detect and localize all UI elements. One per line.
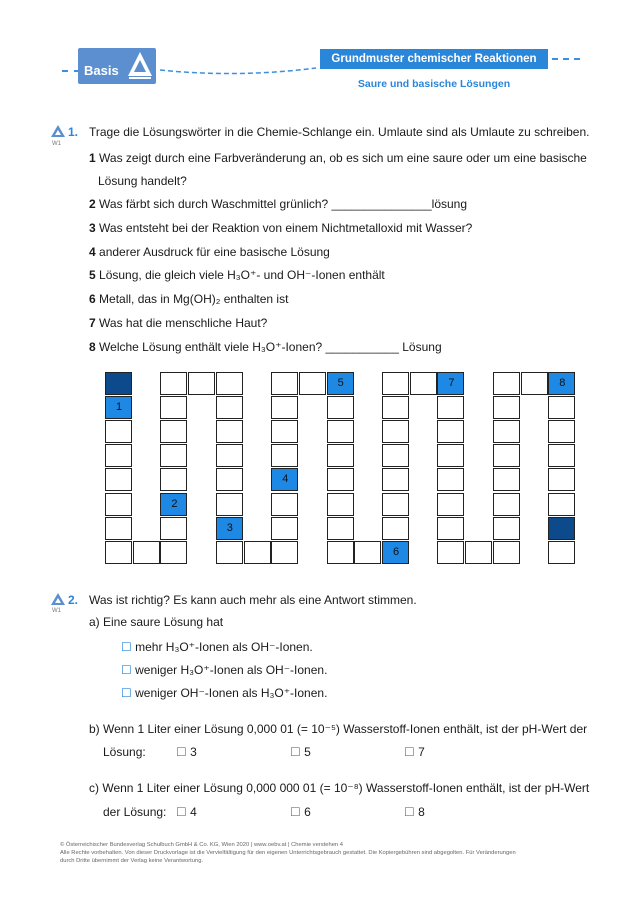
option-label: 8 [418,805,425,819]
question-b-lead: Lösung: [103,745,146,759]
grid-cell[interactable] [382,396,409,419]
checkbox-icon[interactable]: ☐ [404,745,415,759]
grid-cell[interactable] [105,493,132,516]
option-a-2[interactable] [121,663,327,677]
competence-label: W1 [52,141,61,147]
grid-cell-number: 7 [448,377,455,389]
grid-cell[interactable] [105,420,132,443]
question-text: Lösung, die gleich viele H₃O⁺- und OH⁻-Ionen enthält [99,268,385,282]
grid-cell[interactable] [548,444,575,467]
grid-cell[interactable] [382,372,409,395]
question-b: b) Wenn 1 Liter einer Lösung 0,000 01 (= 10⁻⁵) Wasserstoff-Ionen enthält, ist der pH-Wert der [89,722,588,736]
task-1-question [89,292,288,306]
competence-triangle-icon [50,592,66,606]
grid-cell[interactable] [327,396,354,419]
option-c-3[interactable] [404,805,425,819]
task-1-question [89,340,442,354]
triangle-logo-icon [126,50,154,80]
footer-line-2: Alle Rechte vorbehalten. Von dieser Druckvorlage ist die Vervielfältigung für den eigenen Unterrichtsgebrauch gestattet. Die Kopiergebühren sind abgegolten. Für Veränderungen [60,850,516,856]
grid-cell-numbered[interactable] [382,541,409,564]
task-1-number: 1. [68,125,79,139]
competence-triangle-icon [50,124,66,138]
grid-cell[interactable] [548,396,575,419]
grid-cell[interactable] [216,372,243,395]
question-text: anderer Ausdruck für eine basische Lösung [99,245,330,259]
question-number: 4 [89,245,96,259]
option-label: weniger H₃O⁺-Ionen als OH⁻-Ionen. [135,663,328,677]
header-dashes-right [552,58,580,60]
grid-cell[interactable] [548,541,575,564]
checkbox-icon[interactable]: ☐ [290,745,301,759]
option-c-2[interactable] [290,805,311,819]
grid-cell[interactable] [493,420,520,443]
grid-cell[interactable] [160,444,187,467]
grid-cell-number: 4 [282,473,289,486]
question-text: Was entsteht bei der Reaktion von einem Nichtmetalloxid mit Wasser? [99,221,473,235]
grid-cell[interactable] [160,468,187,491]
option-label: 3 [190,745,197,759]
grid-cell[interactable] [465,541,492,564]
grid-cell[interactable] [327,493,354,516]
grid-cell-numbered[interactable] [160,493,187,516]
option-label: 7 [418,745,425,759]
footer [60,841,580,865]
grid-cell[interactable] [105,541,132,564]
option-a-3[interactable] [121,686,327,700]
grid-cell[interactable] [493,517,520,540]
grid-cell[interactable] [382,468,409,491]
grid-cell[interactable] [216,541,243,564]
grid-cell[interactable] [354,541,381,564]
header-dashes-middle [158,66,318,78]
subtopic-title: Saure und basische Lösungen [357,78,511,90]
task-2-number: 2. [68,593,79,607]
grid-cell[interactable] [105,468,132,491]
grid-cell[interactable] [493,493,520,516]
grid-cell[interactable] [493,444,520,467]
grid-cell[interactable] [160,396,187,419]
grid-cell[interactable] [382,420,409,443]
task-1-question [89,197,467,211]
grid-cell[interactable] [437,420,464,443]
grid-cell[interactable] [548,517,575,540]
grid-cell[interactable] [160,517,187,540]
grid-cell[interactable] [493,396,520,419]
footer-line-3: durch Dritte übernimmt der Verlag keine Verantwortung. [60,858,204,864]
grid-cell[interactable] [548,420,575,443]
grid-cell[interactable] [216,396,243,419]
grid-cell[interactable] [382,493,409,516]
grid-cell[interactable] [188,372,215,395]
grid-cell[interactable] [271,517,298,540]
grid-cell[interactable] [299,372,326,395]
option-label: 6 [304,805,311,819]
checkbox-icon[interactable]: ☐ [290,805,301,819]
grid-cell-numbered[interactable] [271,468,298,491]
grid-cell[interactable] [160,541,187,564]
option-label: mehr H₃O⁺-Ionen als OH⁻-Ionen. [135,640,313,654]
grid-cell[interactable] [105,444,132,467]
grid-cell-numbered[interactable] [216,517,243,540]
question-text: Welche Lösung enthält viele H₃O⁺-Ionen? ___________ Lösung [99,340,442,354]
competence-label: W1 [52,608,61,614]
grid-cell-numbered[interactable] [437,372,464,395]
grid-cell[interactable] [437,444,464,467]
grid-cell[interactable] [382,444,409,467]
grid-cell[interactable] [216,420,243,443]
option-b-3[interactable] [404,745,425,759]
option-label: weniger OH⁻-Ionen als H₃O⁺-Ionen. [135,686,328,700]
question-number: 6 [89,292,96,306]
task-1-question [89,151,587,165]
task-1-question [89,268,385,282]
checkbox-icon[interactable]: ☐ [121,663,132,677]
grid-cell[interactable] [548,493,575,516]
option-b-1[interactable] [176,745,197,759]
checkbox-icon[interactable]: ☐ [404,805,415,819]
grid-cell[interactable] [327,468,354,491]
grid-cell-number: 3 [226,521,233,534]
grid-cell[interactable] [327,517,354,540]
grid-cell[interactable] [160,372,187,395]
option-a-1[interactable] [121,640,313,654]
grid-cell[interactable] [216,444,243,467]
grid-cell[interactable] [410,372,437,395]
grid-cell[interactable] [493,468,520,491]
grid-cell[interactable] [548,468,575,491]
grid-cell-number: 5 [337,377,344,389]
task-1-instruction: Trage die Lösungswörter in die Chemie-Schlange ein. Umlaute sind als Umlaute zu schreiben. [89,125,590,139]
grid-cell-number: 8 [559,377,566,389]
question-a: a) Eine saure Lösung hat [89,615,224,629]
checkbox-icon[interactable]: ☐ [121,640,132,654]
grid-cell[interactable] [105,372,132,395]
level-badge-label: Basis [84,63,119,78]
grid-cell-number: 2 [171,497,178,510]
grid-cell-numbered[interactable] [105,396,132,419]
grid-cell-numbered[interactable] [327,372,354,395]
footer-line-1: © Österreichischer Bundesverlag Schulbuch GmbH & Co. KG, Wien 2020 | www.oebv.at | Chemie verstehen 4 [60,842,343,848]
option-b-2[interactable] [290,745,311,759]
checkbox-icon[interactable]: ☐ [121,686,132,700]
grid-cell[interactable] [271,493,298,516]
task-1-question [89,221,472,235]
question-c-lead: der Lösung: [103,805,167,819]
grid-cell[interactable] [437,493,464,516]
grid-cell-numbered[interactable] [548,372,575,395]
grid-cell[interactable] [160,420,187,443]
grid-cell[interactable] [382,517,409,540]
grid-cell[interactable] [271,541,298,564]
task-1-question [89,245,330,259]
grid-cell[interactable] [437,517,464,540]
question-text: Metall, das in Mg(OH)₂ enthalten ist [99,292,289,306]
option-label: 5 [304,745,311,759]
grid-cell[interactable] [493,541,520,564]
topic-title: Grundmuster chemischer Reaktionen [320,49,548,69]
grid-cell[interactable] [271,444,298,467]
grid-cell[interactable] [216,468,243,491]
question-number: 7 [89,316,96,330]
checkbox-icon[interactable]: ☐ [176,745,187,759]
grid-cell[interactable] [493,372,520,395]
question-text: Lösung handelt? [98,174,187,188]
grid-cell[interactable] [271,420,298,443]
grid-cell[interactable] [437,541,464,564]
grid-cell[interactable] [437,396,464,419]
question-c: c) Wenn 1 Liter einer Lösung 0,000 000 01 (= 10⁻⁸) Wasserstoff-Ionen enthält, ist der pH-Wert [89,781,590,795]
task-2-instruction: Was ist richtig? Es kann auch mehr als eine Antwort stimmen. [89,593,417,607]
grid-cell[interactable] [271,372,298,395]
grid-cell[interactable] [327,541,354,564]
grid-cell[interactable] [327,444,354,467]
grid-cell[interactable] [271,396,298,419]
grid-cell[interactable] [244,541,271,564]
grid-cell-number: 1 [116,401,123,414]
task-1-question [89,316,267,330]
grid-cell[interactable] [133,541,160,564]
task-1-question [98,174,187,188]
grid-cell[interactable] [216,493,243,516]
question-number: 1 [89,151,96,165]
question-number: 5 [89,268,96,282]
question-number: 8 [89,340,96,354]
grid-cell[interactable] [437,468,464,491]
grid-cell[interactable] [327,420,354,443]
option-c-1[interactable] [176,805,197,819]
grid-cell[interactable] [105,517,132,540]
question-number: 3 [89,221,96,235]
question-text: Was färbt sich durch Waschmittel grünlich? _______________lösung [99,197,468,211]
question-number: 2 [89,197,96,211]
question-text: Was hat die menschliche Haut? [99,316,268,330]
grid-cell-number: 6 [393,545,400,558]
question-text: Was zeigt durch eine Farbveränderung an, ob es sich um eine saure oder um eine basische [99,151,587,165]
option-label: 4 [190,805,197,819]
grid-cell[interactable] [521,372,548,395]
checkbox-icon[interactable]: ☐ [176,805,187,819]
